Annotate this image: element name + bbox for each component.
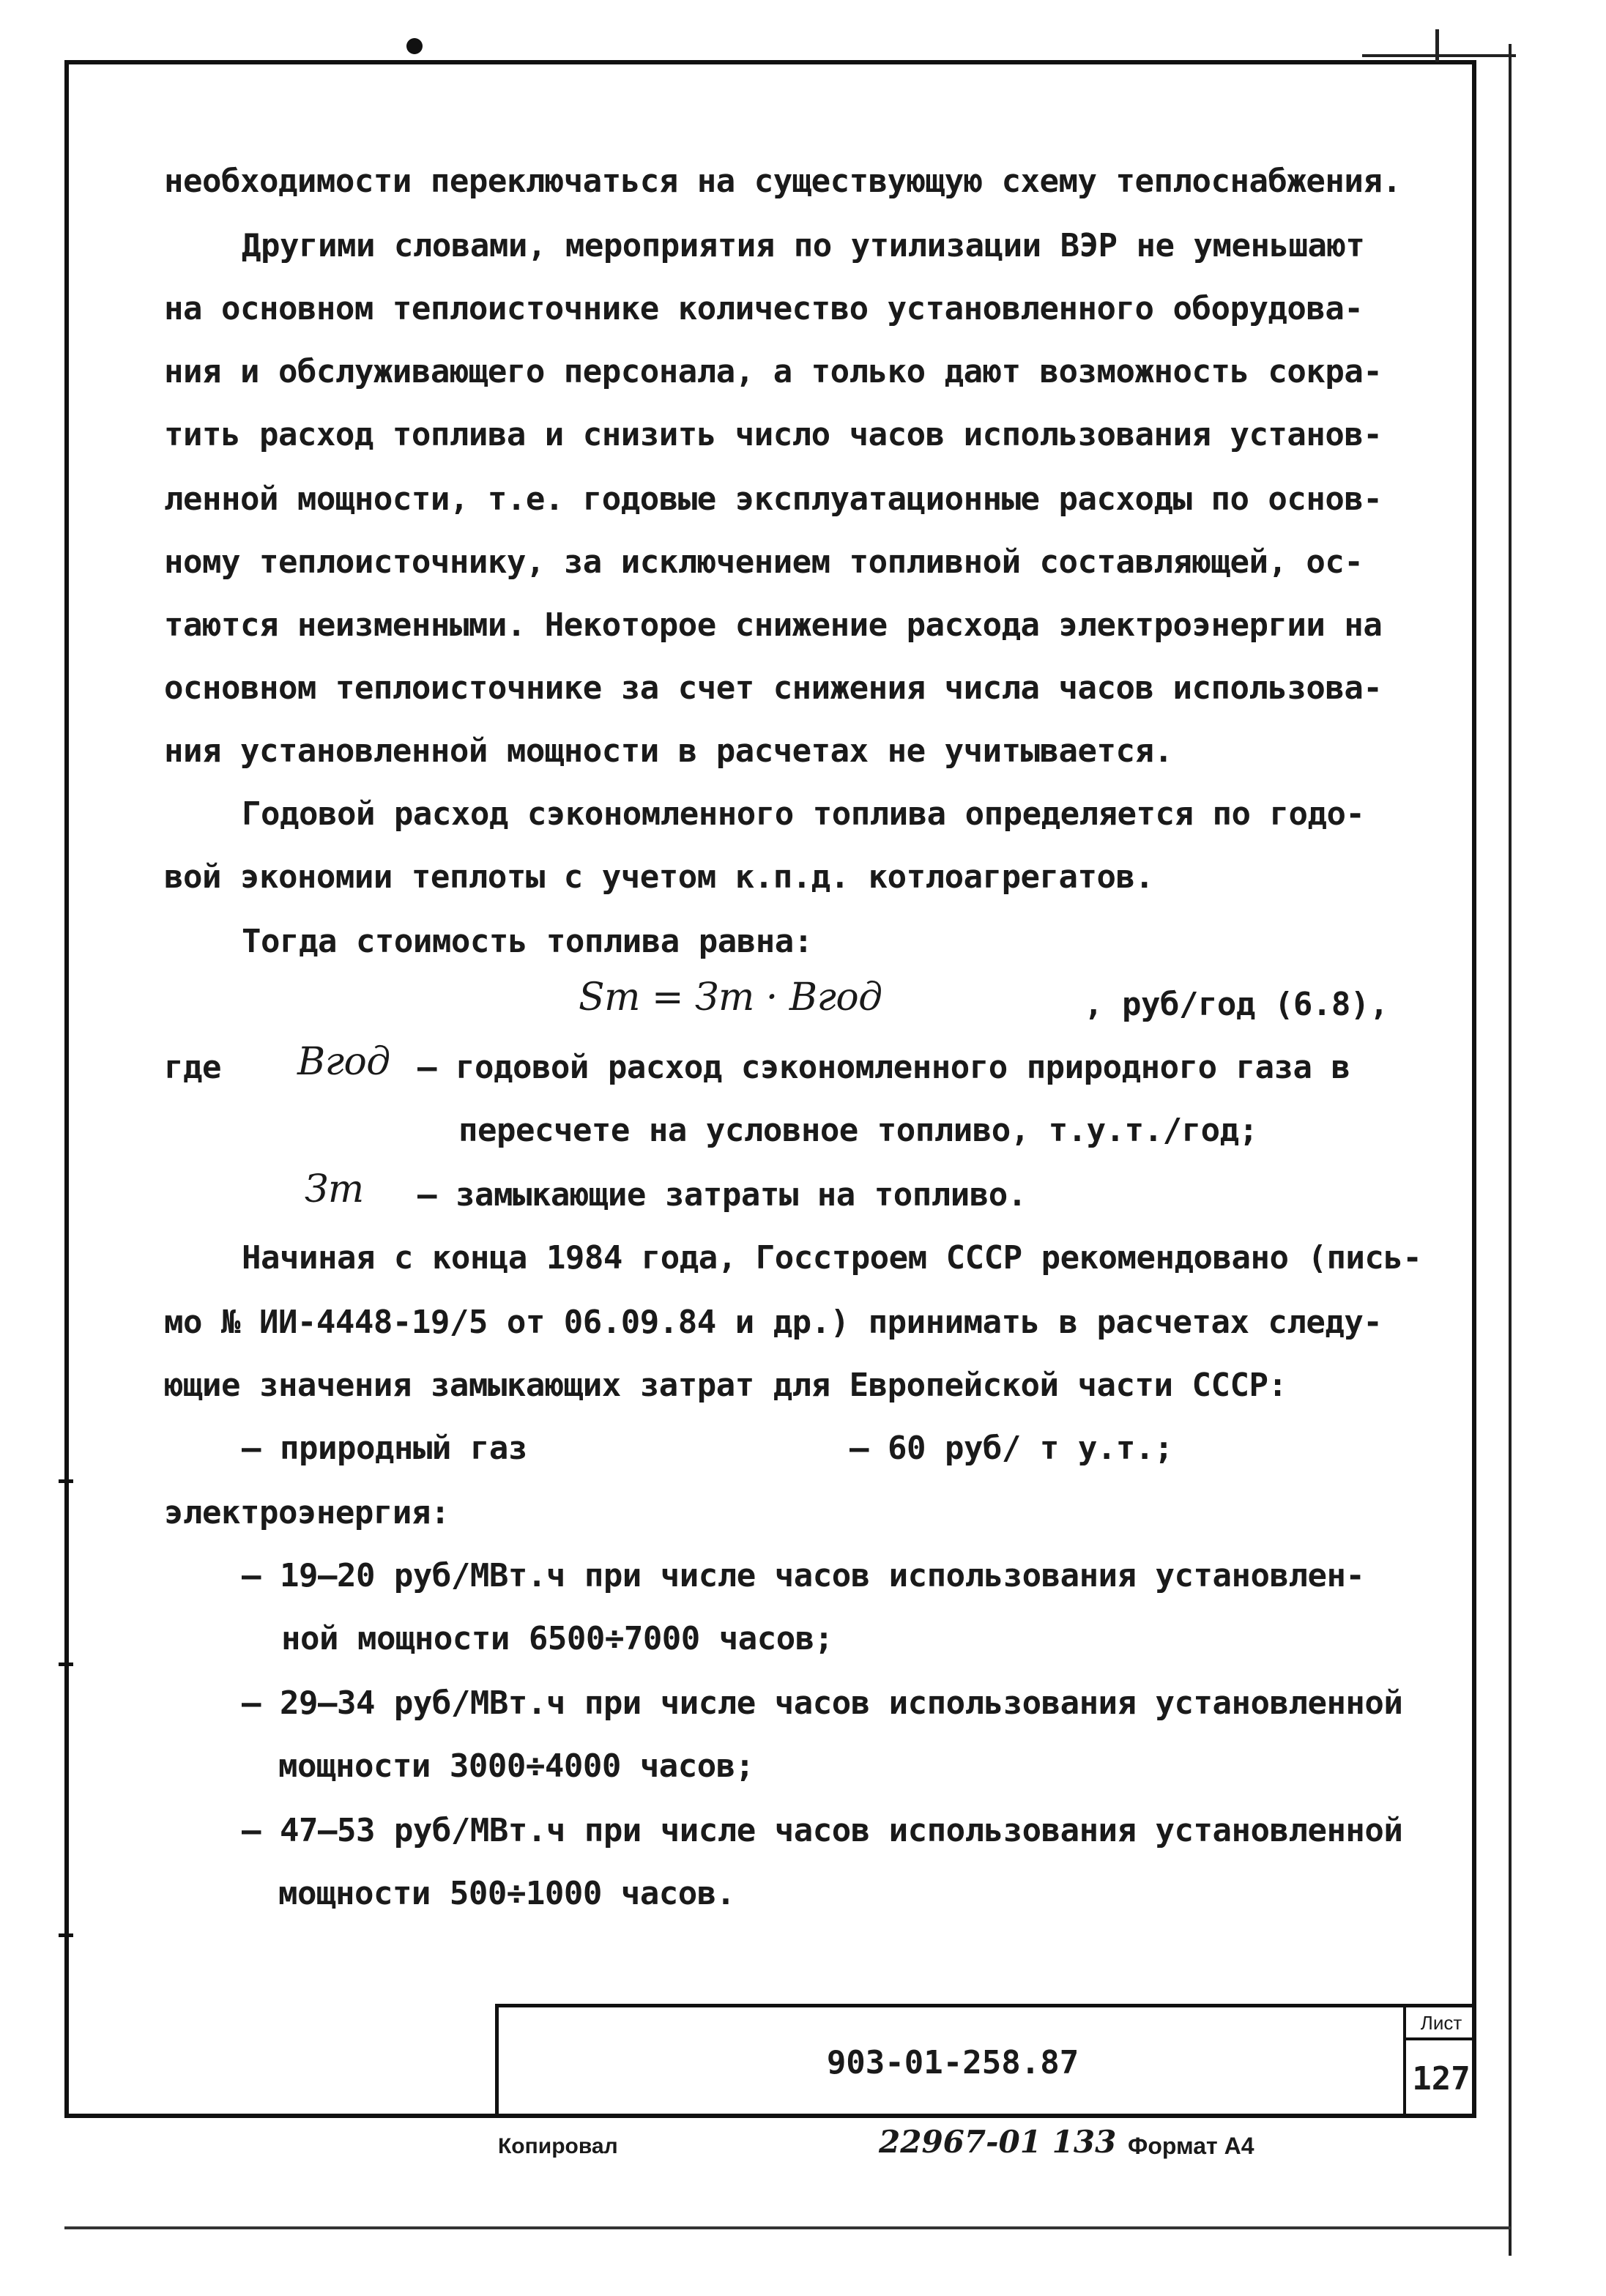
list-item-label: – природный газ bbox=[242, 1430, 527, 1467]
text-line: ния и обслуживающего персонала, а только дают возможность сокра- bbox=[164, 353, 1383, 390]
text-line: ющие значения замыкающих затрат для Европейской части СССР: bbox=[164, 1367, 1287, 1404]
variable-symbol: Зт bbox=[305, 1167, 364, 1211]
sheet-number: 127 bbox=[1412, 2060, 1471, 2098]
formula-units: , руб/год (6.8), bbox=[1084, 986, 1388, 1023]
text-line: основном теплоисточнике за счет снижения числа часов использова- bbox=[164, 669, 1383, 707]
text-line: необходимости переключаться на существующую схему теплоснабжения. bbox=[164, 163, 1402, 200]
text-line: Тогда стоимость топлива равна: bbox=[242, 923, 813, 960]
text-line: Начиная с конца 1984 года, Госстроем СССР рекомендовано (пись- bbox=[242, 1239, 1422, 1277]
title-block bbox=[495, 2004, 1476, 2118]
list-item: ной мощности 6500÷7000 часов; bbox=[281, 1620, 833, 1657]
text-line: Годовой расход сэкономленного топлива определяется по годо- bbox=[242, 795, 1365, 833]
list-item-value: – 60 руб/ т у.т.; bbox=[850, 1430, 1173, 1467]
list-item: мощности 3000÷4000 часов; bbox=[278, 1747, 754, 1785]
list-item: – 29–34 руб/МВт.ч при числе часов использования установленной bbox=[242, 1684, 1403, 1722]
order-number: 22967-01 133 bbox=[879, 2124, 1117, 2160]
sheet-label: Лист bbox=[1406, 2012, 1476, 2040]
text-line: на основном теплоисточнике количество установленного оборудова- bbox=[164, 290, 1364, 327]
document-code: 903-01-258.87 bbox=[826, 2044, 1079, 2081]
variable-definition: – замыкающие затраты на топливо. bbox=[417, 1176, 1027, 1214]
list-item: мощности 500÷1000 часов. bbox=[278, 1875, 735, 1912]
text-line: ния установленной мощности в расчетах не учитывается. bbox=[164, 732, 1173, 770]
where-label: где bbox=[164, 1049, 221, 1086]
variable-definition: – годовой расход сэкономленного природного газа в bbox=[417, 1049, 1350, 1086]
list-item: – 19–20 руб/МВт.ч при числе часов использования установлен- bbox=[242, 1557, 1365, 1594]
sheet-number-cell bbox=[1403, 2007, 1476, 2118]
text-line: мо № ИИ-4448-19/5 от 06.09.84 и др.) принимать в расчетах следу- bbox=[164, 1304, 1383, 1341]
text-line: таются неизменными. Некоторое снижение расхода электроэнергии на bbox=[164, 606, 1383, 644]
copied-by-label: Копировал bbox=[498, 2134, 618, 2158]
trim-line bbox=[64, 2226, 1511, 2229]
text-line: Другими словами, мероприятия по утилизации ВЭР не уменьшают bbox=[242, 227, 1365, 264]
variable-symbol: Вгод bbox=[297, 1040, 390, 1084]
text-line: ленной мощности, т.е. годовые эксплуатационные расходы по основ- bbox=[164, 480, 1383, 518]
text-line: электроэнергия: bbox=[164, 1494, 450, 1531]
text-line: вой экономии теплоты с учетом к.п.д. котлоагрегатов. bbox=[164, 858, 1154, 896]
formula: Sт = Зт · Вгод bbox=[579, 976, 882, 1019]
variable-definition: пересчете на условное топливо, т.у.т./год; bbox=[458, 1112, 1258, 1149]
format-label: Формат А4 bbox=[1128, 2133, 1254, 2159]
text-line: ному теплоисточнику, за исключением топливной составляющей, ос- bbox=[164, 543, 1364, 581]
list-item: – 47–53 руб/МВт.ч при числе часов использования установленной bbox=[242, 1812, 1403, 1849]
text-line: тить расход топлива и снизить число часов использования установ- bbox=[164, 416, 1383, 453]
